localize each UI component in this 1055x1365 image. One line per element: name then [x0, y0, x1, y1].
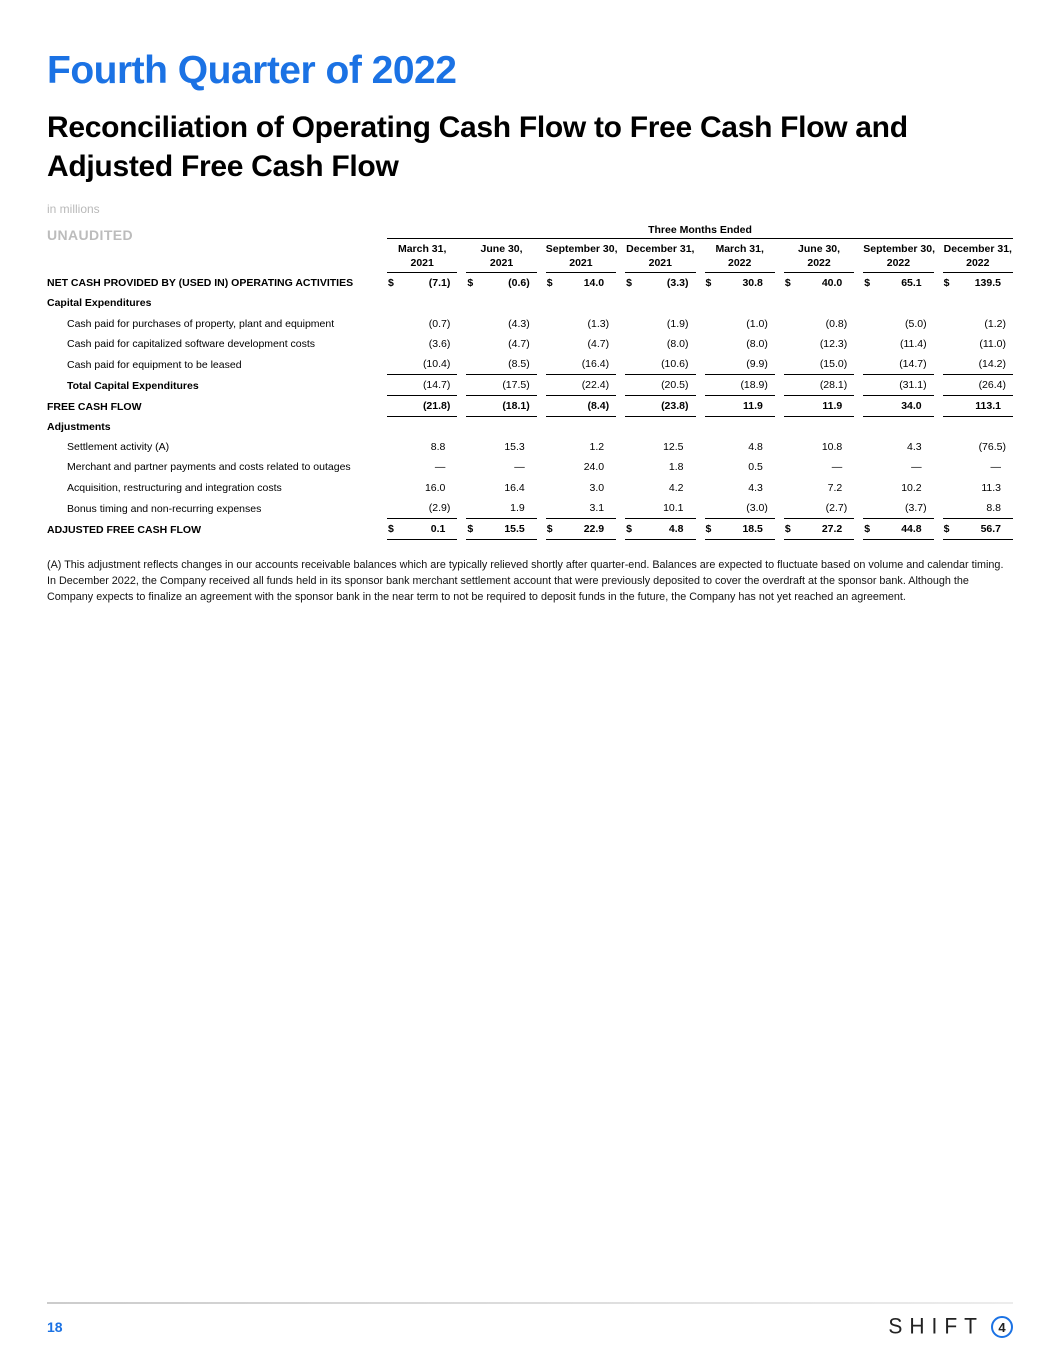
cell-value: (15.0): [819, 357, 848, 370]
value-cell: [696, 273, 775, 293]
value-cell: [854, 417, 933, 437]
cell-value: (28.1): [819, 378, 848, 391]
cell-value: 12.5: [663, 441, 684, 454]
dollar-sign: $: [864, 522, 871, 535]
dollar-sign: $: [546, 522, 553, 535]
shift4-logo: [888, 1315, 1013, 1339]
row-label: ADJUSTED FREE CASH FLOW: [47, 523, 202, 536]
table-row: [47, 457, 1013, 477]
cell-value: —: [434, 461, 446, 474]
value-cell: [934, 519, 1013, 540]
value-cell: [934, 417, 1013, 437]
dollar-sign: $: [943, 522, 950, 535]
value-cell: [775, 396, 854, 417]
column-header: December 31, 2022: [934, 239, 1013, 273]
dollar-sign: $: [784, 277, 791, 290]
cell-value: 3.0: [589, 481, 605, 494]
value-cell: [457, 293, 536, 313]
cell-value: 4.3: [748, 481, 763, 494]
dollar-sign: $: [626, 522, 632, 535]
cell-value: (31.1): [899, 378, 927, 391]
cell-value: 15.5: [504, 522, 525, 535]
value-cell: [775, 519, 854, 540]
value-cell: [616, 396, 695, 417]
cell-value: 10.2: [901, 481, 922, 494]
value-cell: [537, 478, 616, 498]
table-header-row: [47, 239, 1013, 273]
cell-value: 44.8: [901, 522, 922, 535]
value-cell: [775, 437, 854, 457]
footnote-a: (A) This adjustment reflects changes in our accounts receivable balances which are typically relieved shortly after quarter-end. Balances are expected to fluctuate based on volume and calendar timing. In December 2022, the Company received all funds held in its sponsor bank merchant settlement account that were previously deposited to cover the overdraft at the sponsor bank. Although the Company expects to finalize an agreement with the sponsor bank in the near term to not be required to deposit funds in the future, the Company has not yet reached an agreement.: [47, 558, 1004, 604]
value-cell: [537, 417, 616, 437]
value-cell: [775, 293, 854, 313]
value-cell: [934, 396, 1013, 417]
value-cell: [934, 457, 1013, 477]
value-cell: [854, 334, 933, 354]
value-cell: [934, 437, 1013, 457]
value-cell: [616, 273, 695, 293]
row-label: Cash paid for equipment to be leased: [67, 358, 242, 371]
value-cell: [537, 273, 616, 293]
value-cell: [696, 457, 775, 477]
value-cell: [457, 375, 536, 396]
row-label: Adjustments: [47, 421, 111, 434]
cell-value: (18.1): [502, 400, 530, 413]
table-row: [47, 293, 1013, 313]
row-label: Merchant and partner payments and costs related to outages: [67, 461, 351, 474]
cell-value: (22.4): [581, 378, 610, 391]
value-cell: [537, 293, 616, 313]
table-row: [47, 437, 1013, 457]
value-cell: [934, 478, 1013, 498]
value-cell: [934, 273, 1013, 293]
value-cell: [378, 375, 457, 396]
units-note: in millions: [47, 202, 100, 217]
value-cell: [775, 273, 854, 293]
column-header: September 30, 2021: [537, 239, 616, 273]
value-cell: [378, 354, 457, 375]
cell-value: (14.7): [899, 357, 927, 370]
cell-value: (8.0): [666, 337, 689, 350]
table-row: [47, 396, 1013, 417]
row-label: NET CASH PROVIDED BY (USED IN) OPERATING ACTIVITIES: [47, 277, 354, 290]
table-row: [47, 417, 1013, 437]
cell-value: (0.6): [508, 277, 530, 290]
table-row: [47, 478, 1013, 498]
value-cell: [616, 293, 695, 313]
cell-value: 65.1: [901, 277, 922, 290]
section-title: Reconciliation of Operating Cash Flow to Free Cash Flow and Adjusted Free Cash Flow: [47, 110, 908, 184]
row-label: Bonus timing and non-recurring expenses: [67, 502, 262, 515]
cell-value: 22.9: [583, 522, 605, 535]
cash-flow-table-section: [47, 224, 1013, 540]
value-cell: [537, 519, 616, 540]
value-cell: [378, 417, 457, 437]
cell-value: (14.7): [422, 378, 451, 391]
cell-value: (20.5): [661, 378, 689, 391]
cell-value: (8.4): [587, 400, 610, 413]
value-cell: [616, 437, 695, 457]
value-cell: [457, 417, 536, 437]
value-cell: [378, 293, 457, 313]
value-cell: [934, 498, 1013, 519]
cell-value: (76.5): [978, 441, 1006, 454]
cell-value: 4.8: [668, 522, 684, 535]
cell-value: 8.8: [986, 501, 1001, 514]
cell-value: 4.2: [668, 481, 684, 494]
cell-value: (0.8): [825, 317, 848, 330]
cell-value: 139.5: [974, 277, 1001, 290]
value-cell: [537, 314, 616, 334]
cell-value: (2.7): [825, 501, 848, 514]
value-cell: [616, 375, 695, 396]
cell-value: (11.0): [979, 337, 1006, 350]
page-number: 18: [47, 1319, 63, 1335]
value-cell: [696, 375, 775, 396]
cell-value: (21.8): [422, 400, 451, 413]
cell-value: (4.7): [508, 337, 530, 350]
value-cell: [378, 457, 457, 477]
cell-value: —: [514, 461, 525, 474]
cell-value: 11.9: [743, 400, 763, 413]
value-cell: [537, 498, 616, 519]
dollar-sign: $: [467, 522, 474, 535]
value-cell: [616, 478, 695, 498]
cell-value: (11.4): [899, 337, 927, 350]
cell-value: 30.8: [742, 277, 763, 290]
cell-value: (18.9): [740, 378, 768, 391]
cell-value: (10.6): [661, 357, 689, 370]
row-label: Cash paid for capitalized software development costs: [67, 337, 316, 350]
cell-value: 34.0: [901, 400, 922, 413]
value-cell: [378, 273, 457, 293]
row-label: Total Capital Expenditures: [67, 379, 199, 392]
value-cell: [775, 457, 854, 477]
column-header: March 31, 2022: [696, 239, 775, 273]
value-cell: [854, 519, 933, 540]
table-row: [47, 498, 1013, 519]
value-cell: [854, 478, 933, 498]
value-cell: [775, 354, 854, 375]
value-cell: [378, 519, 457, 540]
table-row: [47, 519, 1013, 540]
value-cell: [537, 354, 616, 375]
cell-value: 113.1: [975, 400, 1001, 413]
cell-value: (1.3): [587, 317, 610, 330]
cell-value: 0.1: [430, 522, 446, 535]
cell-value: (17.5): [502, 378, 530, 391]
column-header: June 30, 2022: [775, 239, 854, 273]
value-cell: [854, 293, 933, 313]
row-label: Cash paid for purchases of property, plant and equipment: [67, 317, 335, 330]
value-cell: [537, 457, 616, 477]
column-header: June 30, 2021: [457, 239, 536, 273]
cell-value: (3.0): [746, 501, 768, 514]
dollar-sign: $: [864, 277, 871, 290]
value-cell: [616, 498, 695, 519]
value-cell: [696, 519, 775, 540]
cell-value: 16.4: [504, 481, 525, 494]
dollar-sign: $: [943, 277, 950, 290]
value-cell: [854, 375, 933, 396]
value-cell: [457, 478, 536, 498]
cell-value: (2.9): [428, 501, 451, 514]
value-cell: [616, 314, 695, 334]
cell-value: 8.8: [430, 441, 446, 454]
shift4-logo-text: SHIFT: [888, 1314, 984, 1339]
cell-value: (5.0): [905, 317, 927, 330]
cell-value: 27.2: [821, 522, 843, 535]
dollar-sign: $: [705, 522, 712, 535]
cell-value: 1.8: [668, 461, 684, 474]
value-cell: [696, 293, 775, 313]
cell-value: 0.5: [748, 461, 763, 474]
value-cell: [934, 314, 1013, 334]
cell-value: (10.4): [422, 357, 451, 370]
cell-value: (16.4): [581, 357, 610, 370]
column-header: December 31, 2021: [616, 239, 695, 273]
value-cell: [854, 457, 933, 477]
dollar-sign: $: [784, 522, 791, 535]
value-cell: [696, 498, 775, 519]
cell-value: (4.7): [587, 337, 610, 350]
value-cell: [457, 457, 536, 477]
value-cell: [457, 334, 536, 354]
dollar-sign: $: [705, 277, 712, 290]
value-cell: [854, 314, 933, 334]
value-cell: [537, 437, 616, 457]
cell-value: (8.5): [508, 357, 530, 370]
reconciliation-table: [47, 224, 1013, 540]
cell-value: (26.4): [978, 378, 1006, 391]
cell-value: 11.3: [981, 481, 1001, 494]
row-label: FREE CASH FLOW: [47, 401, 142, 414]
row-label: Settlement activity (A): [67, 441, 170, 454]
cell-value: 24.0: [583, 461, 605, 474]
cell-value: 4.8: [748, 441, 763, 454]
value-cell: [854, 437, 933, 457]
value-cell: [616, 519, 695, 540]
page-footer: [47, 1302, 1013, 1339]
value-cell: [378, 314, 457, 334]
cell-value: (3.7): [905, 501, 927, 514]
dollar-sign: $: [546, 277, 553, 290]
value-cell: [378, 437, 457, 457]
cell-value: 1.9: [510, 501, 525, 514]
value-cell: [775, 478, 854, 498]
unaudited-label: UNAUDITED: [47, 227, 134, 244]
value-cell: [854, 498, 933, 519]
value-cell: [537, 396, 616, 417]
value-cell: [696, 478, 775, 498]
dollar-sign: $: [626, 277, 632, 290]
cell-value: (12.3): [819, 337, 848, 350]
value-cell: [378, 396, 457, 417]
value-cell: [696, 396, 775, 417]
value-cell: [378, 498, 457, 519]
value-cell: [854, 354, 933, 375]
value-cell: [457, 396, 536, 417]
cell-value: 14.0: [583, 277, 605, 290]
value-cell: [696, 354, 775, 375]
value-cell: [378, 478, 457, 498]
value-cell: [696, 437, 775, 457]
cell-value: 4.3: [907, 441, 922, 454]
cell-value: (1.9): [666, 317, 689, 330]
cell-value: (8.0): [746, 337, 768, 350]
dollar-sign: $: [467, 277, 474, 290]
cell-value: 11.9: [822, 400, 843, 413]
dollar-sign: $: [388, 522, 394, 535]
table-row: [47, 273, 1013, 293]
value-cell: [854, 273, 933, 293]
value-cell: [775, 375, 854, 396]
cell-value: 40.0: [821, 277, 843, 290]
cell-value: 56.7: [980, 522, 1001, 535]
table-row: [47, 354, 1013, 375]
cell-value: (7.1): [428, 277, 451, 290]
value-cell: [378, 334, 457, 354]
table-header-row: [47, 224, 1013, 239]
value-cell: [616, 354, 695, 375]
value-cell: [616, 334, 695, 354]
cell-value: (3.6): [428, 337, 451, 350]
cell-value: —: [990, 461, 1001, 474]
value-cell: [934, 293, 1013, 313]
value-cell: [854, 396, 933, 417]
value-cell: [457, 519, 536, 540]
cell-value: 10.8: [821, 441, 843, 454]
table-span-header: Three Months Ended: [378, 224, 1013, 239]
table-row: [47, 314, 1013, 334]
dollar-sign: $: [388, 277, 394, 290]
table-row: [47, 334, 1013, 354]
value-cell: [537, 375, 616, 396]
cell-value: —: [831, 461, 843, 474]
value-cell: [775, 498, 854, 519]
cell-value: 1.2: [589, 441, 605, 454]
cell-value: (9.9): [746, 357, 768, 370]
page-title: Fourth Quarter of 2022: [47, 49, 457, 92]
column-header: March 31, 2021: [378, 239, 457, 273]
value-cell: [775, 417, 854, 437]
value-cell: [457, 354, 536, 375]
cell-value: 15.3: [504, 441, 525, 454]
value-cell: [457, 314, 536, 334]
value-cell: [696, 334, 775, 354]
cell-value: (1.0): [746, 317, 768, 330]
value-cell: [616, 417, 695, 437]
value-cell: [457, 437, 536, 457]
value-cell: [934, 354, 1013, 375]
value-cell: [775, 334, 854, 354]
cell-value: —: [911, 461, 922, 474]
column-header: September 30, 2022: [854, 239, 933, 273]
cell-value: 7.2: [827, 481, 843, 494]
cell-value: 16.0: [424, 481, 446, 494]
table-row: [47, 375, 1013, 396]
cell-value: (23.8): [661, 400, 689, 413]
footer-divider: [47, 1302, 1013, 1304]
value-cell: [696, 417, 775, 437]
row-label: Capital Expenditures: [47, 297, 152, 310]
value-cell: [775, 314, 854, 334]
value-cell: [457, 273, 536, 293]
value-cell: [696, 314, 775, 334]
cell-value: 10.1: [663, 501, 684, 514]
cell-value: (14.2): [978, 357, 1006, 370]
row-label: Acquisition, restructuring and integration costs: [67, 481, 282, 494]
cell-value: (1.2): [984, 317, 1006, 330]
value-cell: [457, 498, 536, 519]
cell-value: 18.5: [742, 522, 763, 535]
cell-value: (3.3): [666, 277, 689, 290]
value-cell: [616, 457, 695, 477]
shift4-logo-badge-icon: 4: [991, 1316, 1013, 1338]
value-cell: [537, 334, 616, 354]
cell-value: (0.7): [428, 317, 451, 330]
cell-value: (4.3): [508, 317, 530, 330]
cell-value: 3.1: [589, 501, 605, 514]
value-cell: [934, 375, 1013, 396]
value-cell: [934, 334, 1013, 354]
